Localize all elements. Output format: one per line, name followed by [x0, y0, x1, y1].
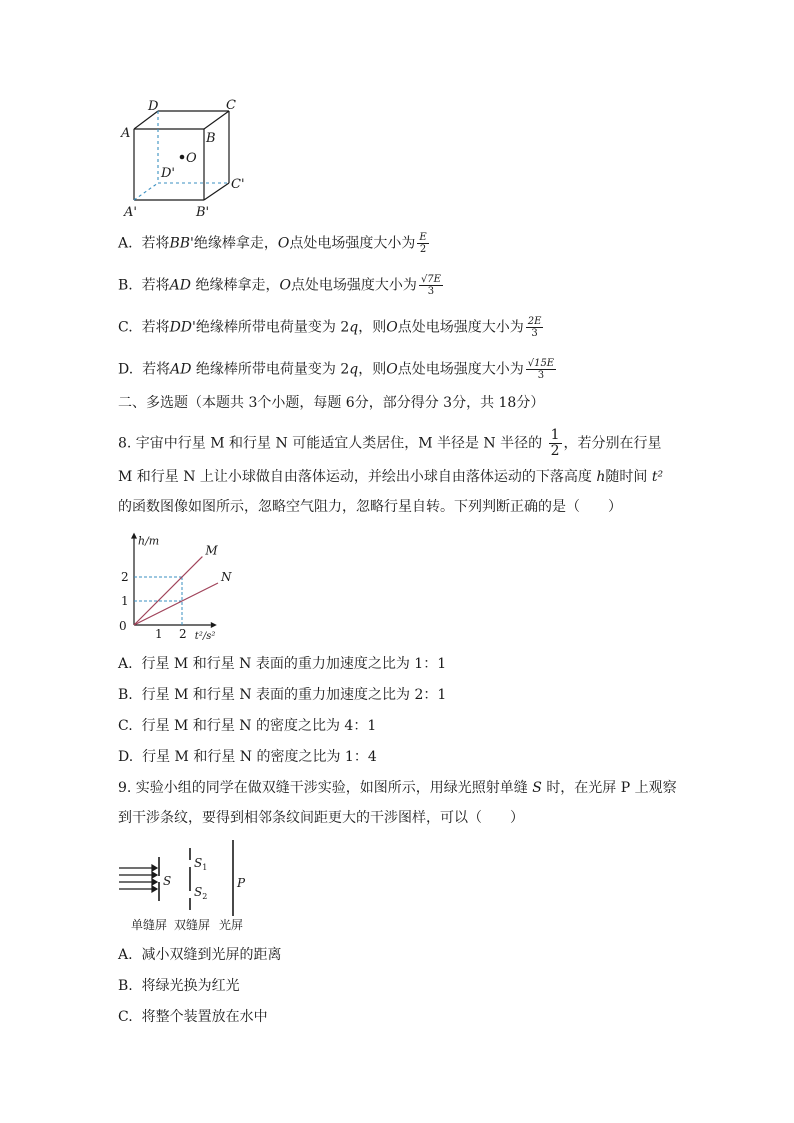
label-s: S: [163, 874, 172, 888]
label-s2: $S_2$: [194, 885, 208, 901]
q8-option-d[interactable]: D. 行星 M 和行星 N 的密度之比为 1：4: [118, 749, 377, 765]
label-p: P: [237, 876, 246, 890]
q7-option-a[interactable]: A. 若将BB'绝缘棒拿走，O点处电场强度大小为 $\frac{E}{2}$: [118, 232, 427, 255]
q8-stem-line1: 8. 宇宙中行星 M 和行星 N 可能适宜人类居住，M 半径是 N 半径的 $\frac{1}{2}$ ，若分别在行星: [118, 427, 662, 459]
fraction: $\frac{2E}{3}$: [527, 316, 542, 339]
fraction: $\frac{√15E}{3}$: [527, 358, 555, 381]
q9-stem-line1: 9. 实验小组的同学在做双缝干涉实验，如图所示，用绿光照射单缝 S 时，在光屏 P 上观察: [118, 780, 677, 796]
label-b-prime: B': [196, 205, 210, 220]
q8-h-t2-chart: [112, 525, 252, 645]
series-line-m: [134, 557, 202, 625]
x-tick-label: 2: [179, 627, 187, 641]
q8-stem-line3: 的函数图像如图所示，忽略空气阻力，忽略行星自转。下列判断正确的是（ ）: [118, 499, 622, 515]
label-d-prime: D': [161, 166, 175, 181]
q9-option-a[interactable]: A. 减小双缝到光屏的距离: [118, 947, 282, 963]
q7-option-c[interactable]: C. 若将DD'绝缘棒所带电荷量变为 2q，则O点处电场强度大小为 $\frac{2E}{3}$: [118, 316, 542, 339]
q7-option-b[interactable]: B. 若将AD 绝缘棒拿走，O点处电场强度大小为 $\frac{√7E}{3}$: [118, 274, 441, 297]
q9-option-c[interactable]: C. 将整个装置放在水中: [118, 1009, 268, 1025]
fraction: $\frac{√7E}{3}$: [420, 274, 441, 297]
q8-option-a[interactable]: A. 行星 M 和行星 N 表面的重力加速度之比为 1：1: [118, 656, 447, 672]
origin-label: 0: [119, 619, 127, 633]
caption-light-screen: 光屏: [219, 918, 244, 932]
label-d: D: [148, 99, 159, 114]
label-a-prime: A': [124, 205, 137, 220]
y-tick-label: 1: [121, 594, 129, 608]
point-o: [180, 155, 185, 160]
y-axis-arrow: [131, 533, 137, 539]
fraction: $\frac{1}{2}$: [550, 427, 560, 459]
q9-stem-line2: 到干涉条纹，要得到相邻条纹间距更大的干涉图样，可以（ ）: [118, 810, 524, 826]
series-label-m: M: [205, 543, 218, 558]
section-title: 二、多选题（本题共 3个小题，每题 6分，部分得分 3分，共 18分）: [118, 395, 545, 411]
label-c: C: [226, 98, 236, 113]
q8-option-b[interactable]: B. 行星 M 和行星 N 表面的重力加速度之比为 2：1: [118, 687, 447, 703]
series-line-n: [134, 583, 218, 625]
double-slit-figure: [115, 838, 265, 934]
q9-option-b[interactable]: B. 将绿光换为红光: [118, 978, 240, 994]
label-b: B: [206, 131, 216, 146]
y-axis-label: h/m: [138, 534, 160, 548]
x-axis-label: t²/s²: [194, 631, 216, 642]
fraction: $\frac{E}{2}$: [419, 232, 427, 255]
q8-option-c[interactable]: C. 行星 M 和行星 N 的密度之比为 4：1: [118, 718, 377, 734]
caption-double-slit: 双缝屏: [174, 918, 211, 932]
cube-figure: [115, 95, 255, 225]
q7-option-d[interactable]: D. 若将AD 绝缘棒所带电荷量变为 2q，则O点处电场强度大小为 $\frac{√15E}{3}$: [118, 358, 555, 381]
q8-stem-line2: M 和行星 N 上让小球做自由落体运动，并绘出小球自由落体运动的下落高度 h随时间 t²: [118, 469, 664, 485]
label-s1: $S_1$: [194, 856, 208, 872]
x-tick-label: 1: [155, 627, 163, 641]
x-axis-arrow: [211, 622, 217, 628]
label-o: O: [186, 151, 197, 166]
y-tick-label: 2: [121, 570, 129, 584]
series-label-n: N: [221, 570, 232, 584]
label-a: A: [121, 126, 131, 141]
caption-single-slit: 单缝屏: [131, 918, 168, 932]
label-c-prime: C': [231, 177, 245, 192]
